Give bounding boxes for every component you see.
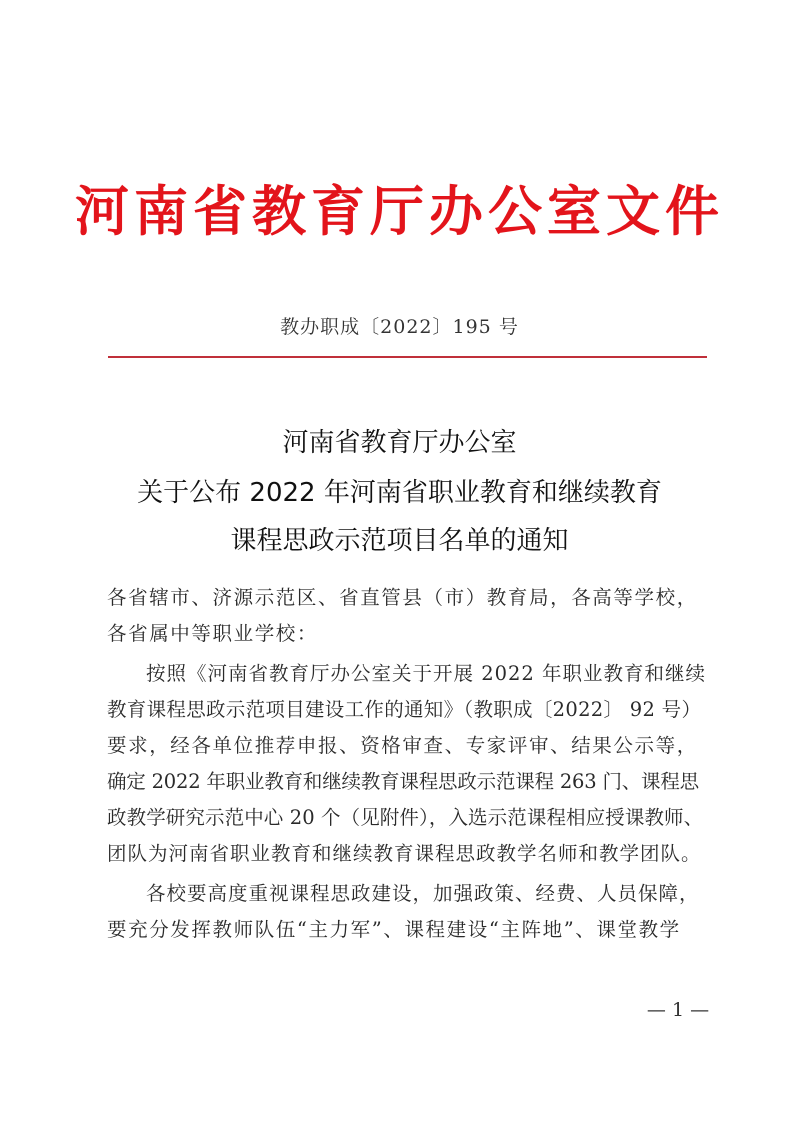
paragraph-line: 教育课程思政示范项目建设工作的通知》（教职成〔2022〕 92 号） xyxy=(107,698,702,721)
document-masthead: 河南省教育厅办公室文件 xyxy=(75,180,724,243)
red-divider-line xyxy=(108,356,707,358)
addressee-line: 各省辖市、济源示范区、省直管县（市）教育局，各高等学校， xyxy=(107,586,698,609)
paragraph-line: 要充分发挥教师队伍“主力军”、课程建设“主阵地”、课堂教学 xyxy=(107,918,681,941)
paragraph-line: 要求，经各单位推荐申报、资格审查、专家评审、结果公示等， xyxy=(107,734,698,757)
notice-title-line-1: 河南省教育厅办公室 xyxy=(282,428,517,458)
notice-title-line-2: 关于公布 2022 年河南省职业教育和继续教育 xyxy=(137,478,662,508)
addressee-line: 各省属中等职业学校： xyxy=(107,622,319,645)
paragraph-line: 各校要高度重视课程思政建设，加强政策、经费、人员保障， xyxy=(146,882,700,905)
paragraph-line: 团队为河南省职业教育和继续教育课程思政教学名师和教学团队。 xyxy=(107,842,702,865)
paragraph-line: 确定 2022 年职业教育和继续教育课程思政示范课程 263 门、课程思 xyxy=(107,770,699,793)
paragraph-line: 按照《河南省教育厅办公室关于开展 2022 年职业教育和继续 xyxy=(146,662,707,685)
document-number: 教办职成〔2022〕195 号 xyxy=(280,316,519,338)
notice-title-line-3: 课程思政示范项目名单的通知 xyxy=(230,526,569,556)
page-number: — 1 — xyxy=(646,999,710,1021)
paragraph-line: 政教学研究示范中心 20 个（见附件），入选示范课程相应授课教师、 xyxy=(107,806,704,829)
